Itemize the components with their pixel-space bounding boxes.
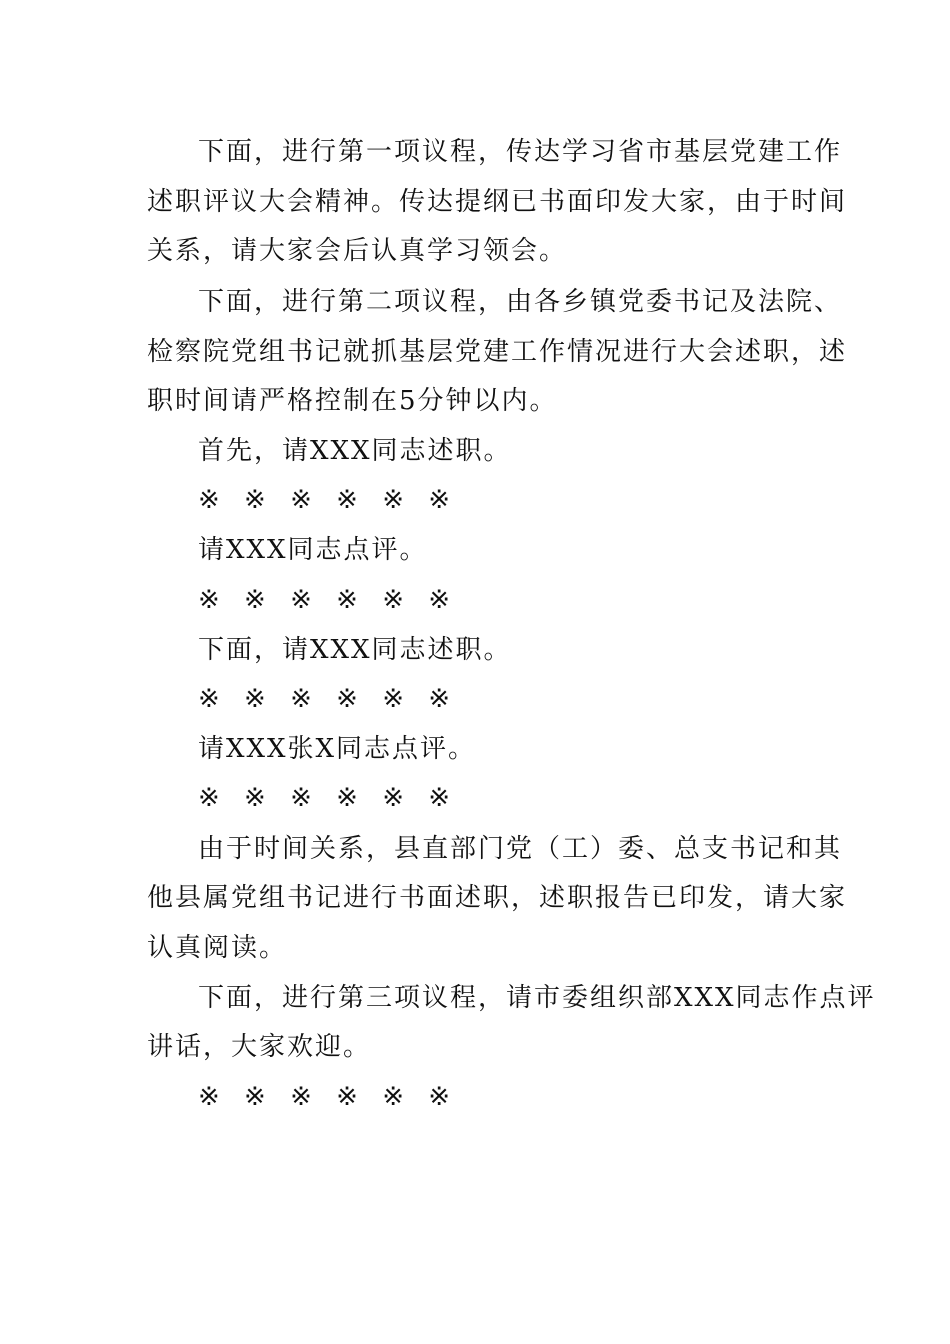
separator-stars-1: ※ ※ ※ ※ ※ ※	[198, 485, 459, 515]
agenda-item-1-line-3: 关系，请大家会后认真学习领会。	[147, 236, 568, 266]
written-report-line-1: 由于时间关系，县直部门党（工）委、总支书记和其	[198, 834, 843, 864]
first-comment-line: 请XXX同志点评。	[198, 535, 428, 565]
first-report-line: 首先，请XXX同志述职。	[198, 436, 512, 466]
separator-stars-3: ※ ※ ※ ※ ※ ※	[198, 684, 459, 714]
separator-stars-5: ※ ※ ※ ※ ※ ※	[198, 1082, 459, 1112]
agenda-item-3-line-1: 下面，进行第三项议程，请市委组织部XXX同志作点评	[198, 983, 876, 1013]
agenda-item-3-line-2: 讲话，大家欢迎。	[147, 1032, 372, 1062]
agenda-item-2-line-2: 检察院党组书记就抓基层党建工作情况进行大会述职，述	[147, 337, 848, 367]
separator-stars-4: ※ ※ ※ ※ ※ ※	[198, 783, 459, 813]
separator-stars-2: ※ ※ ※ ※ ※ ※	[198, 585, 459, 615]
second-report-line: 下面，请XXX同志述职。	[198, 635, 512, 665]
agenda-item-2-line-3: 职时间请严格控制在5分钟以内。	[147, 386, 558, 416]
agenda-item-1-line-2: 述职评议大会精神。传达提纲已书面印发大家，由于时间	[147, 187, 848, 217]
written-report-line-2: 他县属党组书记进行书面述职，述职报告已印发，请大家	[147, 883, 848, 913]
written-report-line-3: 认真阅读。	[147, 933, 288, 963]
agenda-item-2-line-1: 下面，进行第二项议程，由各乡镇党委书记及法院、	[198, 287, 843, 317]
agenda-item-1-line-1: 下面，进行第一项议程，传达学习省市基层党建工作	[198, 137, 843, 167]
second-comment-line: 请XXX张X同志点评。	[198, 734, 477, 764]
